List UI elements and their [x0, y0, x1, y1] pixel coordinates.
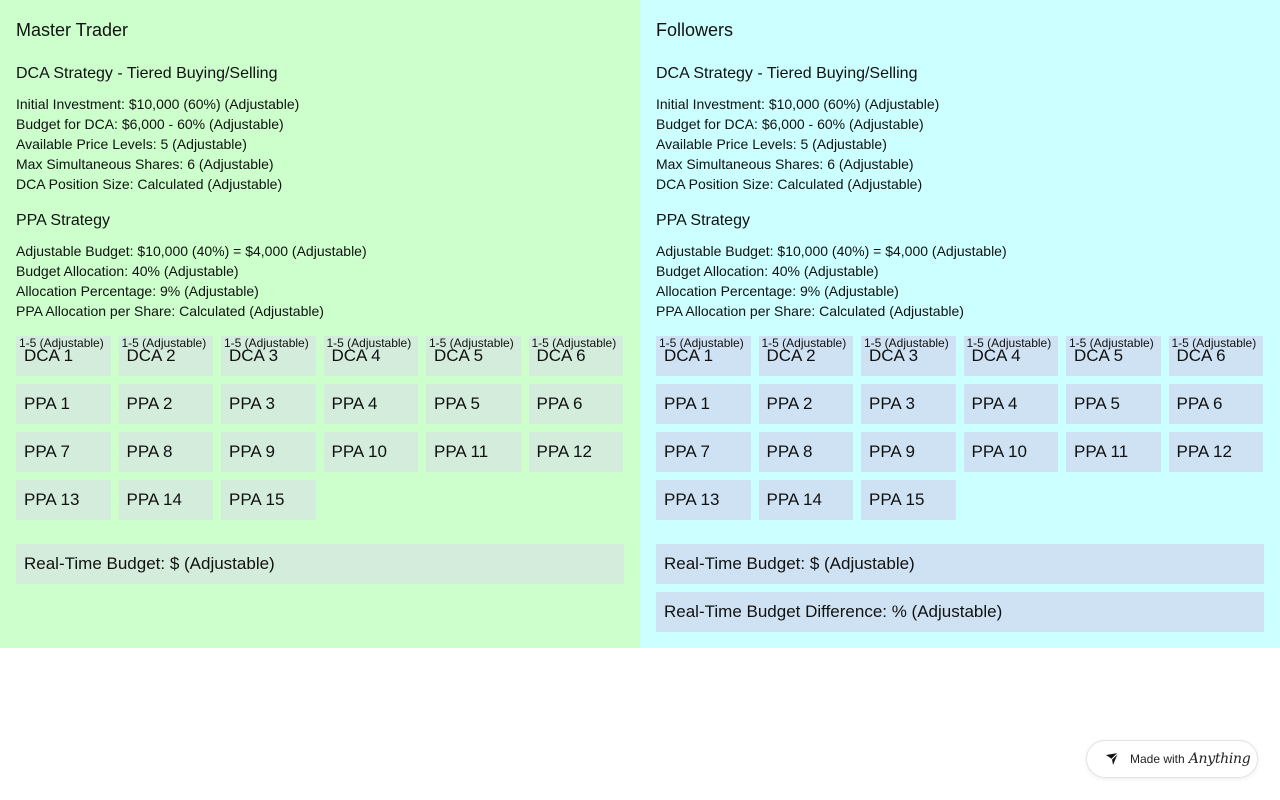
- ppa-section-title: PPA Strategy: [656, 212, 750, 229]
- dca-box-label: DCA 5: [434, 346, 484, 365]
- ppa-details: [656, 241, 1264, 321]
- dca-range-tag[interactable]: 1-5 (Adjustable): [19, 336, 104, 350]
- ppa-box[interactable]: PPA 7: [656, 432, 751, 472]
- dca-range-tag[interactable]: 1-5 (Adjustable): [531, 336, 617, 350]
- dca-box-label: DCA 6: [536, 346, 586, 365]
- ppa-box[interactable]: PPA 8: [119, 432, 214, 472]
- dca-range-tag[interactable]: 1-5 (Adjustable): [659, 336, 744, 350]
- dca-detail-line: Available Price Levels: 5 (Adjustable): [656, 136, 887, 152]
- dca-detail-line: Budget for DCA: $6,000 - 60% (Adjustable): [16, 116, 284, 132]
- dca-box[interactable]: [656, 336, 751, 376]
- dca-section-title: DCA Strategy - Tiered Buying/Selling: [16, 65, 278, 82]
- dca-box[interactable]: [1169, 336, 1264, 376]
- ppa-box[interactable]: PPA 5: [1066, 384, 1161, 424]
- ppa-box[interactable]: PPA 10: [324, 432, 419, 472]
- dca-detail-line: DCA Position Size: Calculated (Adjustable): [16, 176, 283, 192]
- dca-box[interactable]: [964, 336, 1059, 376]
- ppa-box[interactable]: PPA 9: [861, 432, 956, 472]
- ppa-row: [656, 432, 1264, 472]
- ppa-row: [16, 384, 624, 424]
- dca-box-label: DCA 6: [1176, 346, 1226, 365]
- ppa-box[interactable]: PPA 8: [759, 432, 854, 472]
- ppa-detail-line: Budget Allocation: 40% (Adjustable): [16, 263, 239, 279]
- dca-detail-line: Max Simultaneous Shares: 6 (Adjustable): [656, 156, 914, 172]
- dca-box-label: DCA 1: [24, 346, 74, 365]
- ppa-box[interactable]: PPA 3: [861, 384, 956, 424]
- dca-box[interactable]: [759, 336, 854, 376]
- dca-range-tag[interactable]: 1-5 (Adjustable): [1069, 336, 1154, 350]
- realtime-budget-difference-field[interactable]: Real-Time Budget Difference: % (Adjustable): [656, 592, 1264, 632]
- dca-detail-line: Budget for DCA: $6,000 - 60% (Adjustable): [656, 116, 924, 132]
- ppa-box[interactable]: PPA 9: [221, 432, 316, 472]
- dca-range-tag[interactable]: 1-5 (Adjustable): [121, 336, 207, 350]
- dca-range-tag[interactable]: 1-5 (Adjustable): [966, 336, 1052, 350]
- panel-title: Followers: [656, 20, 734, 40]
- ppa-box[interactable]: PPA 13: [656, 480, 751, 520]
- ppa-details: [16, 241, 624, 321]
- dca-box[interactable]: [324, 336, 419, 376]
- ppa-detail-line: Adjustable Budget: $10,000 (40%) = $4,000 (Adjustable): [16, 243, 367, 259]
- dca-box-label: DCA 2: [126, 346, 176, 365]
- dca-row: [656, 336, 1264, 376]
- ppa-box[interactable]: PPA 1: [656, 384, 751, 424]
- dca-section-title: DCA Strategy - Tiered Buying/Selling: [656, 65, 918, 82]
- levels-grid: [656, 336, 1264, 528]
- ppa-box[interactable]: PPA 2: [119, 384, 214, 424]
- dca-details: [16, 94, 624, 194]
- brand-label: Anything: [1188, 751, 1251, 767]
- ppa-box[interactable]: PPA 11: [426, 432, 521, 472]
- dca-box-label: DCA 4: [971, 346, 1021, 365]
- ppa-box[interactable]: PPA 6: [529, 384, 624, 424]
- dca-box-label: DCA 4: [331, 346, 381, 365]
- ppa-box[interactable]: PPA 5: [426, 384, 521, 424]
- dca-box-label: DCA 3: [869, 346, 919, 365]
- dca-box[interactable]: [529, 336, 624, 376]
- ppa-row: [656, 480, 1264, 520]
- dca-box[interactable]: [221, 336, 316, 376]
- ppa-detail-line: PPA Allocation per Share: Calculated (Adjustable): [656, 303, 964, 319]
- ppa-box[interactable]: PPA 14: [119, 480, 214, 520]
- ppa-box[interactable]: PPA 10: [964, 432, 1059, 472]
- ppa-box[interactable]: PPA 1: [16, 384, 111, 424]
- ppa-box[interactable]: PPA 11: [1066, 432, 1161, 472]
- ppa-box[interactable]: PPA 13: [16, 480, 111, 520]
- anything-logo-icon: [1105, 752, 1121, 766]
- dca-box-label: DCA 3: [229, 346, 279, 365]
- realtime-budget-field[interactable]: Real-Time Budget: $ (Adjustable): [656, 544, 1264, 584]
- dca-box[interactable]: [861, 336, 956, 376]
- dca-box[interactable]: [1066, 336, 1161, 376]
- ppa-row: [656, 384, 1264, 424]
- dca-box[interactable]: [16, 336, 111, 376]
- dca-box[interactable]: [119, 336, 214, 376]
- ppa-row: [16, 480, 624, 520]
- dca-detail-line: Initial Investment: $10,000 (60%) (Adjustable): [16, 96, 300, 112]
- ppa-box[interactable]: PPA 6: [1169, 384, 1264, 424]
- panel-title: Master Trader: [16, 20, 129, 40]
- master-trader-panel: [0, 0, 640, 648]
- dca-detail-line: Available Price Levels: 5 (Adjustable): [16, 136, 247, 152]
- ppa-detail-line: Budget Allocation: 40% (Adjustable): [656, 263, 879, 279]
- ppa-box[interactable]: PPA 3: [221, 384, 316, 424]
- dca-range-tag[interactable]: 1-5 (Adjustable): [429, 336, 514, 350]
- ppa-box[interactable]: PPA 12: [1169, 432, 1264, 472]
- made-with-anything-badge[interactable]: [1086, 740, 1258, 778]
- followers-panel: [640, 0, 1280, 648]
- dca-range-tag[interactable]: 1-5 (Adjustable): [864, 336, 949, 350]
- ppa-row: [16, 432, 624, 472]
- ppa-box[interactable]: PPA 4: [324, 384, 419, 424]
- dca-box-label: DCA 2: [766, 346, 816, 365]
- ppa-box[interactable]: PPA 15: [221, 480, 316, 520]
- ppa-section-title: PPA Strategy: [16, 212, 110, 229]
- ppa-box[interactable]: PPA 7: [16, 432, 111, 472]
- dca-box-label: DCA 5: [1074, 346, 1124, 365]
- made-with-label: Made with: [1130, 752, 1185, 766]
- ppa-detail-line: Allocation Percentage: 9% (Adjustable): [16, 283, 259, 299]
- realtime-budget-field[interactable]: Real-Time Budget: $ (Adjustable): [16, 544, 624, 584]
- dca-range-tag[interactable]: 1-5 (Adjustable): [1171, 336, 1257, 350]
- ppa-detail-line: PPA Allocation per Share: Calculated (Adjustable): [16, 303, 324, 319]
- dca-detail-line: Initial Investment: $10,000 (60%) (Adjustable): [656, 96, 940, 112]
- dca-details: [656, 94, 1264, 194]
- ppa-detail-line: Allocation Percentage: 9% (Adjustable): [656, 283, 899, 299]
- dca-detail-line: DCA Position Size: Calculated (Adjustable): [656, 176, 923, 192]
- ppa-box[interactable]: PPA 2: [759, 384, 854, 424]
- ppa-box[interactable]: PPA 14: [759, 480, 854, 520]
- levels-grid: [16, 336, 624, 528]
- dca-box-label: DCA 1: [664, 346, 714, 365]
- ppa-detail-line: Adjustable Budget: $10,000 (40%) = $4,000 (Adjustable): [656, 243, 1007, 259]
- dca-row: [16, 336, 624, 376]
- dca-range-tag[interactable]: 1-5 (Adjustable): [761, 336, 847, 350]
- dca-box[interactable]: [426, 336, 521, 376]
- ppa-box[interactable]: PPA 12: [529, 432, 624, 472]
- ppa-box[interactable]: PPA 4: [964, 384, 1059, 424]
- dca-range-tag[interactable]: 1-5 (Adjustable): [224, 336, 309, 350]
- ppa-box[interactable]: PPA 15: [861, 480, 956, 520]
- dca-detail-line: Max Simultaneous Shares: 6 (Adjustable): [16, 156, 274, 172]
- dca-range-tag[interactable]: 1-5 (Adjustable): [326, 336, 412, 350]
